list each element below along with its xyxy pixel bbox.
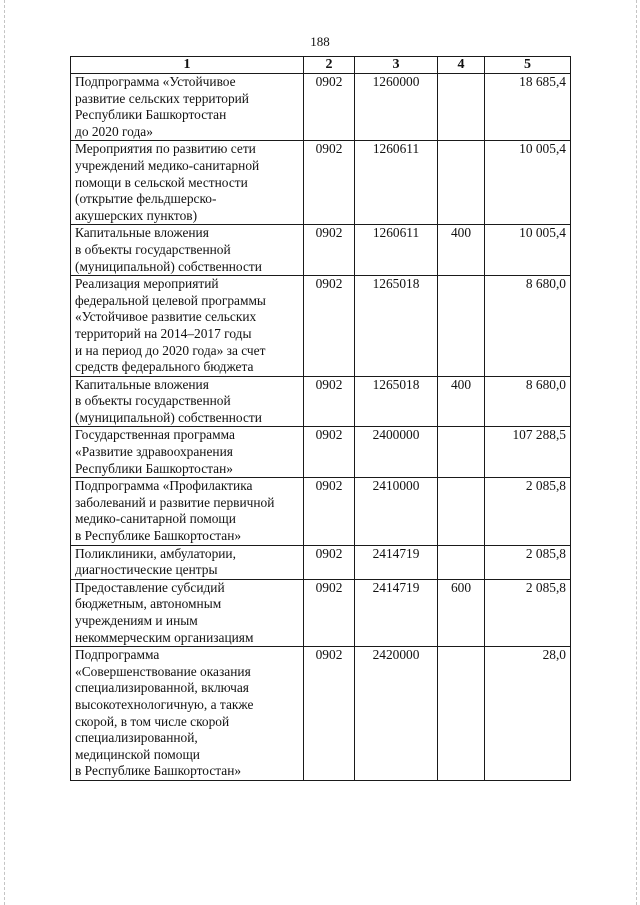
row-name: [71, 545, 304, 579]
row-name-line: диагностические центры: [75, 562, 218, 578]
row-name: [71, 74, 304, 141]
row-name: [71, 276, 304, 377]
row-name-line: акушерских пунктов): [75, 207, 198, 223]
row-name-line: Капитальные вложения: [75, 376, 209, 392]
row-name-line: в объекты государственной: [75, 241, 231, 257]
row-article-code: 2410000: [355, 478, 438, 545]
scan-edge-right: [636, 0, 637, 905]
row-expense-type: [438, 276, 485, 377]
row-name-line: территорий на 2014–2017 годы: [75, 325, 252, 341]
row-article-code: 2414719: [355, 579, 438, 646]
table-row: [71, 427, 571, 478]
row-section-code: 0902: [304, 74, 355, 141]
row-article-code: 1260611: [355, 141, 438, 225]
row-name-line: Реализация мероприятий: [75, 276, 219, 292]
table-row: [71, 376, 571, 427]
row-name-line: специализированной, включая: [75, 680, 249, 696]
row-name-line: Мероприятия по развитию сети: [75, 141, 256, 157]
header-row: [71, 57, 571, 74]
table-body: [71, 74, 571, 781]
row-expense-type: [438, 545, 485, 579]
row-article-code: 2414719: [355, 545, 438, 579]
budget-table: [70, 56, 571, 781]
table-row: [71, 276, 571, 377]
row-expense-type: [438, 647, 485, 781]
row-name-line: заболеваний и развитие первичной: [75, 494, 275, 510]
row-amount: 2 085,8: [485, 579, 571, 646]
row-name-line: Поликлиники, амбулатории,: [75, 545, 236, 561]
row-article-code: 2400000: [355, 427, 438, 478]
row-name-line: бюджетным, автономным: [75, 596, 222, 612]
row-section-code: 0902: [304, 478, 355, 545]
table-row: [71, 225, 571, 276]
row-name-line: Республики Башкортостан»: [75, 460, 233, 476]
row-name-line: «Устойчивое развитие сельских: [75, 309, 257, 325]
header-col-4: 4: [438, 57, 485, 74]
row-name-line: в объекты государственной: [75, 393, 231, 409]
row-name-line: медико-санитарной помощи: [75, 511, 236, 527]
table-row: [71, 545, 571, 579]
table-row: [71, 478, 571, 545]
row-expense-type: [438, 427, 485, 478]
row-name-line: высокотехнологичную, а также: [75, 696, 254, 712]
row-name-line: Подпрограмма: [75, 647, 160, 663]
row-section-code: 0902: [304, 141, 355, 225]
row-amount: 107 288,5: [485, 427, 571, 478]
row-name-line: «Совершенствование оказания: [75, 663, 251, 679]
row-name: [71, 376, 304, 427]
row-section-code: 0902: [304, 579, 355, 646]
table-row: [71, 647, 571, 781]
table-header: [71, 57, 571, 74]
row-name-line: учреждениям и иным: [75, 613, 198, 628]
row-name: [71, 579, 304, 646]
row-name-line: развитие сельских территорий: [75, 90, 249, 106]
row-name-line: специализированной,: [75, 730, 198, 746]
row-amount: 10 005,4: [485, 141, 571, 225]
row-name-line: некоммерческим организациям: [75, 629, 254, 645]
row-amount: 2 085,8: [485, 545, 571, 579]
row-name-line: Капитальные вложения: [75, 225, 209, 241]
row-expense-type: 400: [438, 376, 485, 427]
page-number: 188: [310, 34, 330, 49]
row-section-code: 0902: [304, 376, 355, 427]
header-col-2: 2: [304, 57, 355, 74]
row-section-code: 0902: [304, 427, 355, 478]
row-name-line: Государственная программа: [75, 427, 235, 443]
row-name-line: помощи в сельской местности: [75, 174, 248, 190]
row-name: [71, 478, 304, 545]
row-section-code: 0902: [304, 545, 355, 579]
table-row: [71, 141, 571, 225]
row-name-line: (муниципальной) собственности: [75, 409, 262, 425]
row-expense-type: [438, 478, 485, 545]
row-article-code: 1265018: [355, 276, 438, 377]
row-name-line: Подпрограмма «Устойчивое: [75, 74, 236, 89]
row-name-line: средств федерального бюджета: [75, 359, 254, 375]
row-expense-type: 600: [438, 579, 485, 646]
header-col-5: 5: [485, 57, 571, 74]
row-amount: 18 685,4: [485, 74, 571, 141]
row-section-code: 0902: [304, 225, 355, 276]
row-expense-type: 400: [438, 225, 485, 276]
row-amount: 28,0: [485, 647, 571, 781]
row-name-line: и на период до 2020 года» за счет: [75, 342, 266, 358]
row-name-line: в Республике Башкортостан»: [75, 528, 242, 544]
row-name: [71, 647, 304, 781]
row-section-code: 0902: [304, 647, 355, 781]
row-name-line: в Республике Башкортостан»: [75, 763, 242, 779]
row-article-code: 2420000: [355, 647, 438, 781]
row-expense-type: [438, 141, 485, 225]
row-name-line: учреждений медико-санитарной: [75, 157, 260, 173]
table-row: [71, 579, 571, 646]
row-amount: 2 085,8: [485, 478, 571, 545]
row-name-line: Республики Башкортостан: [75, 107, 227, 123]
row-article-code: 1260000: [355, 74, 438, 141]
row-name: [71, 225, 304, 276]
row-name: [71, 141, 304, 225]
row-name-line: «Развитие здравоохранения: [75, 444, 233, 460]
row-section-code: 0902: [304, 276, 355, 377]
row-expense-type: [438, 74, 485, 141]
header-col-1: 1: [71, 57, 304, 74]
row-name-line: скорой, в том числе скорой: [75, 713, 230, 729]
row-name-line: Предоставление субсидий: [75, 579, 225, 595]
header-col-3: 3: [355, 57, 438, 74]
table-row: [71, 74, 571, 141]
row-name-line: федеральной целевой программы: [75, 292, 266, 308]
row-article-code: 1260611: [355, 225, 438, 276]
row-name-line: (муниципальной) собственности: [75, 258, 262, 274]
row-name: [71, 427, 304, 478]
row-name-line: до 2020 года»: [75, 123, 153, 139]
scan-edge-left: [4, 0, 5, 905]
row-amount: 10 005,4: [485, 225, 571, 276]
row-amount: 8 680,0: [485, 376, 571, 427]
row-amount: 8 680,0: [485, 276, 571, 377]
row-name-line: (открытие фельдшерско-: [75, 191, 217, 207]
row-article-code: 1265018: [355, 376, 438, 427]
row-name-line: медицинской помощи: [75, 746, 200, 762]
row-name-line: Подпрограмма «Профилактика: [75, 478, 253, 494]
